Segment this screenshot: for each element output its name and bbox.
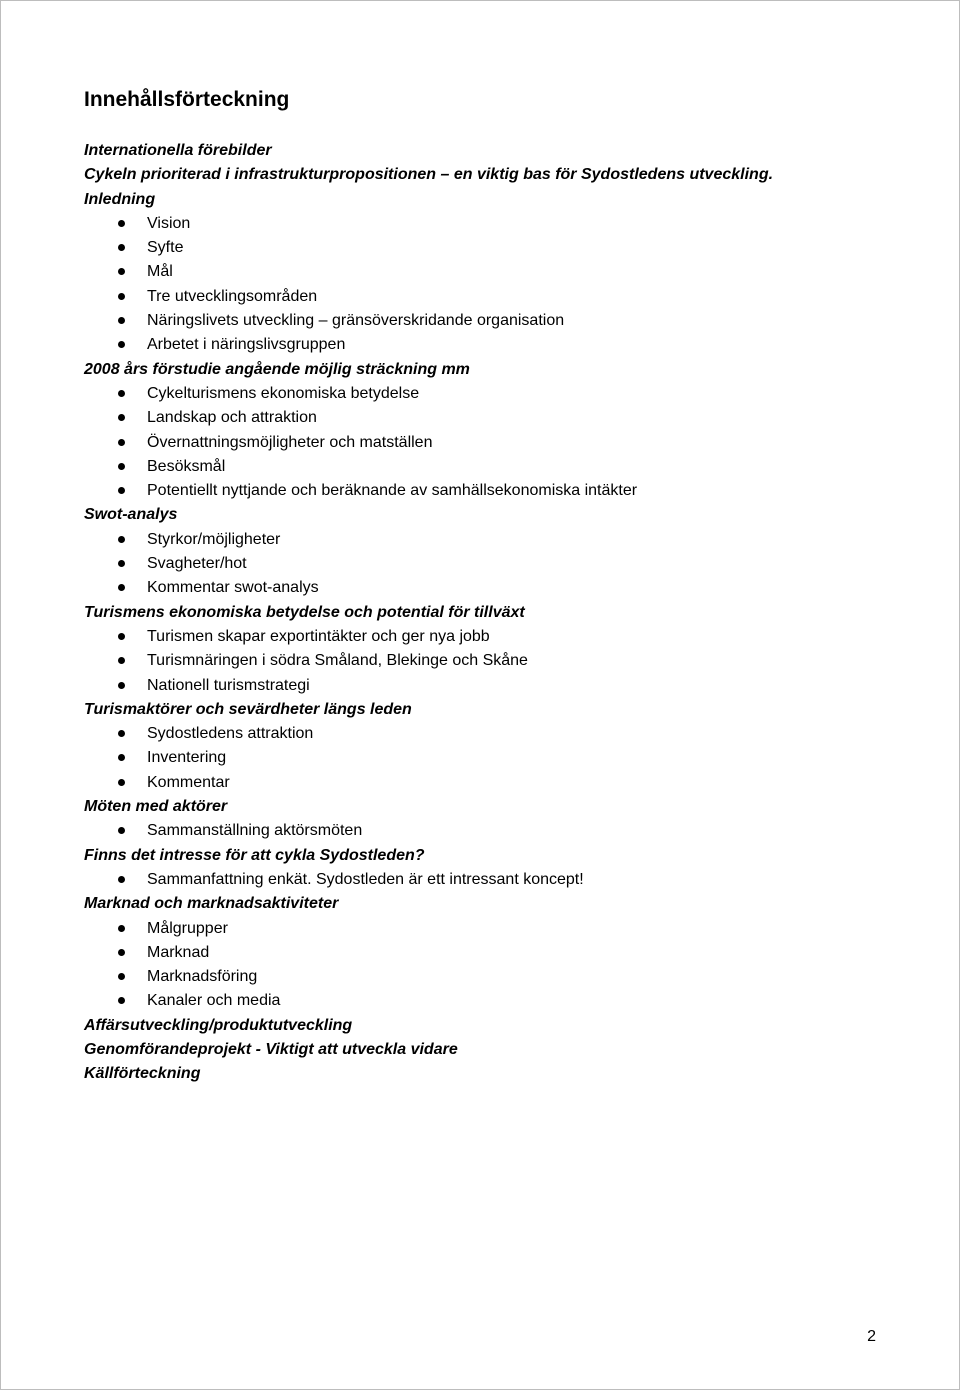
toc-bullet-item: Potentiellt nyttjande och beräknande av samhällsekonomiska intäkter [84,479,924,503]
toc-section-heading: Cykeln prioriterad i infrastrukturpropositionen – en viktig bas för Sydostledens utveckling. [84,166,774,184]
page-number: 2 [867,1328,876,1345]
toc-section-heading: Inledning [84,190,156,208]
toc-section-heading: Genomförandeprojekt - Viktigt att utveckla vidare [84,1040,458,1058]
toc-bullet-item: Arbetet i näringslivsgruppen [84,333,924,357]
toc-section-heading: Internationella förebilder [84,142,272,159]
toc-heading: Innehållsförteckning [84,88,290,111]
toc-section-heading: Marknad och marknadsaktiviteter [84,895,339,913]
toc-bullet-item: Sammanställning aktörsmöten [84,819,924,843]
toc-bullet-item: Mål [84,260,924,284]
toc-bullet-item: Övernattningsmöjligheter och matställen [84,431,924,455]
toc-section-heading: Finns det intresse för att cykla Sydostleden? [84,846,425,864]
toc-bullet-item: Landskap och attraktion [84,406,924,430]
toc-bullet-item: Kommentar swot-analys [84,576,924,600]
toc-section-heading: Källförteckning [84,1065,201,1083]
toc-bullet-item: Tre utvecklingsområden [84,285,924,309]
toc-bullet-item: Syfte [84,236,924,260]
toc-section-heading: 2008 års förstudie angående möjlig sträckning mm [84,360,470,378]
toc-bullet-item: Marknad [84,941,924,965]
toc-section-heading: Möten med aktörer [84,798,228,816]
toc-bullet-item: Besöksmål [84,455,924,479]
toc-bullet-item: Turismen skapar exportintäkter och ger nya jobb [84,625,924,649]
toc-section-heading: Swot-analys [84,506,178,524]
toc-bullet-item: Turismnäringen i södra Småland, Blekinge och Skåne [84,649,924,673]
toc-bullet-item: Målgrupper [84,917,924,941]
toc-section-heading: Affärsutveckling/produktutveckling [84,1016,353,1034]
toc-bullet-item: Styrkor/möjligheter [84,528,924,552]
toc-bullet-item: Nationell turismstrategi [84,674,924,698]
toc-section-heading: Turismaktörer och sevärdheter längs leden [84,700,412,718]
toc-bullet-item: Näringslivets utveckling – gränsöverskridande organisation [84,309,924,333]
toc-bullet-item: Sammanfattning enkät. Sydostleden är ett intressant koncept! [84,868,924,892]
toc-bullet-item: Marknadsföring [84,965,924,989]
toc-bullet-item: Sydostledens attraktion [84,722,924,746]
toc-bullet-item: Cykelturismens ekonomiska betydelse [84,382,924,406]
toc-bullet-item: Svagheter/hot [84,552,924,576]
toc-section-heading: Turismens ekonomiska betydelse och potential för tillväxt [84,603,525,621]
toc-bullet-item: Kommentar [84,771,924,795]
toc-bullet-item: Kanaler och media [84,989,924,1013]
toc-list [84,139,924,1087]
toc-bullet-item: Inventering [84,746,924,770]
toc-bullet-item: Vision [84,212,924,236]
